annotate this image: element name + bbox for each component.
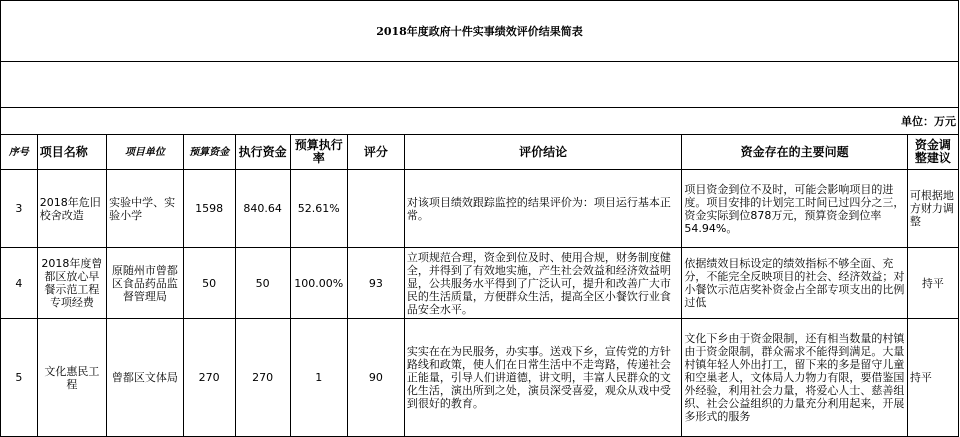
cell-score: 93 xyxy=(347,248,404,319)
cell-score xyxy=(347,170,404,248)
unit-label: 单位：万元 xyxy=(1,108,959,135)
cell-exec-rate: 52.61% xyxy=(290,170,347,248)
header-executed: 执行资金 xyxy=(235,135,290,170)
cell-suggestion: 持平 xyxy=(907,248,958,319)
header-project-unit: 项目单位 xyxy=(107,135,184,170)
cell-executed: 270 xyxy=(235,319,290,437)
blank-row xyxy=(1,62,959,108)
cell-executed: 50 xyxy=(235,248,290,319)
cell-project-name: 2018年度曾都区放心早餐示范工程专项经费 xyxy=(37,248,106,319)
cell-conclusion: 对该项目绩效跟踪监控的结果评价为：项目运行基本正常。 xyxy=(404,170,681,248)
cell-budget: 50 xyxy=(183,248,235,319)
cell-suggestion: 持平 xyxy=(907,319,958,437)
table-row xyxy=(1,319,959,437)
cell-problems: 依据绩效目标设定的绩效指标不够全面、充分，不能完全反映项目的社会、经济效益；对小餐饮示范店奖补资金占全部专项支出的比例过低 xyxy=(682,248,907,319)
header-suggestion: 资金调整建议 xyxy=(907,135,958,170)
table-row xyxy=(1,248,959,319)
header-row xyxy=(1,135,959,170)
cell-seq: 4 xyxy=(1,248,38,319)
cell-exec-rate: 100.00% xyxy=(290,248,347,319)
cell-seq: 3 xyxy=(1,170,38,248)
cell-suggestion: 可根据地方财力调整 xyxy=(907,170,958,248)
header-conclusion: 评价结论 xyxy=(404,135,681,170)
cell-score: 90 xyxy=(347,319,404,437)
cell-seq: 5 xyxy=(1,319,38,437)
cell-project-unit: 实验中学、实验小学 xyxy=(107,170,184,248)
cell-exec-rate: 1 xyxy=(290,319,347,437)
cell-project-unit: 原随州市曾都区食品药品监督管理局 xyxy=(107,248,184,319)
cell-conclusion: 实实在在为民服务，办实事。送戏下乡，宣传党的方针路线和政策，使人们在日常生活中不走弯路，传递社会正能量，引导人们讲道德，讲文明，丰富人民群众的文化生活，演出所到之处，演员深受喜爱，观众从戏中受到很好的教育。 xyxy=(404,319,681,437)
table-row xyxy=(1,170,959,248)
header-problems: 资金存在的主要问题 xyxy=(682,135,907,170)
cell-conclusion: 立项规范合理，资金到位及时、使用合规，财务制度健全，并得到了有效地实施，产生社会效益和经济效益明显，公共服务水平得到了广泛认可，提升和改善广大市民的生活质量，方便群众生活，提高全区小餐饮行业食品安全水平。 xyxy=(404,248,681,319)
cell-budget: 270 xyxy=(183,319,235,437)
header-seq: 序号 xyxy=(1,135,38,170)
cell-project-unit: 曾都区文体局 xyxy=(107,319,184,437)
cell-executed: 840.64 xyxy=(235,170,290,248)
header-score: 评分 xyxy=(347,135,404,170)
cell-project-name: 文化惠民工程 xyxy=(37,319,106,437)
cell-problems: 项目资金到位不及时，可能会影响项目的进度。项目安排的计划完工时间已过四分之三，资金实际到位878万元，预算资金到位率54.94%。 xyxy=(682,170,907,248)
cell-project-name: 2018年危旧校舍改造 xyxy=(37,170,106,248)
cell-problems: 文化下乡由于资金限制，还有相当数量的村镇由于资金限制，群众需求不能得到满足。大量村镇年轻人外出打工，留下来的多是留守儿童和空巢老人，文体局人力物力有限，要借鉴国外经验，利用社会力量，将爱心人士、慈善组织、社会公益组织的力量充分利用起来，开展多形式的服务 xyxy=(682,319,907,437)
table-title: 2018年度政府十件实事绩效评价结果简表 xyxy=(1,1,959,62)
cell-budget: 1598 xyxy=(183,170,235,248)
header-project-name: 项目名称 xyxy=(37,135,106,170)
header-budget: 预算资金 xyxy=(183,135,235,170)
header-exec-rate: 预算执行率 xyxy=(290,135,347,170)
